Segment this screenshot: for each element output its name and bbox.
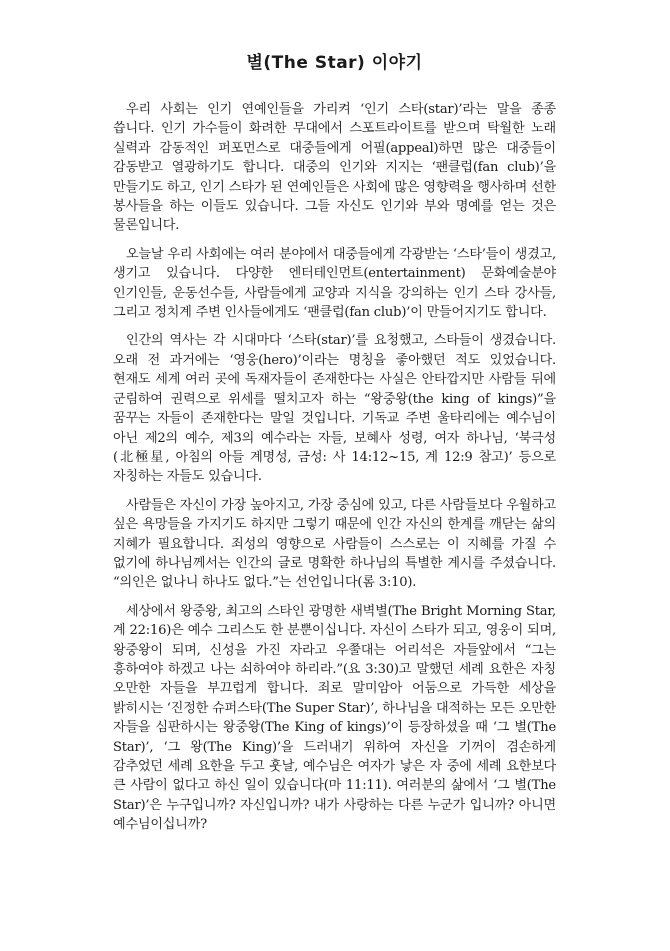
document-page xyxy=(113,52,556,844)
paragraph-1: 우리 사회는 인기 연예인들을 가리켜 ‘인기 스타(star)’라는 말을 종종 씁니다. 인기 가수들이 화려한 무대에서 스포트라이트를 받으며 탁월한 노래 실력과 감동적인 퍼포먼스로 대중들에게 어필(appeal)하면 많은 대중들이 감동받고 열광하기도 합니다. 대중의 인기와 지지는 ‘팬클럽(fan club)’을 만들기도 하고, 인기 스타가 된 연예인들은 사회에 많은 영향력을 행사하며 선한 봉사들을 하는 이들도 있습니다. 그들 자신도 인기와 부와 명예를 얻는 것은 물론입니다. xyxy=(113,102,556,234)
paragraph-3: 인간의 역사는 각 시대마다 ‘스타(star)’를 요청했고, 스타들이 생겼습니다. 오래 전 과거에는 ‘영웅(hero)’이라는 명칭을 좋아했던 적도 있었습니다. 현재도 세계 여러 곳에 독재자들이 존재한다는 사실은 안타깝지만 사람들 뒤에 군림하여 권력으로 위세를 떨치고자 하는 “왕중왕(the king of kings)”을 꿈꾸는 자들이 존재한다는 말일 것입니다. 기독교 주변 울타리에는 예수님이 아닌 제2의 예수, 제3의 예수라는 자들, 보혜사 성령, 여자 하나님, ‘북극성(北極星, 아침의 아들 계명성, 금성: 사 14:12~15, 계 12:9 참고)’ 등으로 자칭하는 자들도 있습니다. xyxy=(113,333,556,485)
paragraph-4: 사람들은 자신이 가장 높아지고, 가장 중심에 있고, 다른 사람들보다 우월하고 싶은 욕망들을 가지기도 하지만 그렇기 때문에 인간 자신의 한계를 깨닫는 삶의 지혜가 필요합니다. 죄성의 영향으로 사람들이 스스로는 이 지혜를 가질 수 없기에 하나님께서는 인간의 글로 명확한 하나님의 특별한 계시를 주셨습니다. “의인은 없나니 하나도 없다.”는 선언입니다(롬 3:10). xyxy=(113,497,556,591)
paragraph-5: 세상에서 왕중왕, 최고의 스타인 광명한 새벽별(The Bright Morning Star, 계 22:16)은 예수 그리스도 한 분뿐이십니다. 자신이 스타가 되고, 영웅이 되며, 왕중왕이 되며, 신성을 가진 자라고 우쭐대는 어리석은 자들앞에서 “그는 흥하여야 하겠고 나는 쇠하여야 하리라.”(요 3:30)고 말했던 세례 요한은 자칭 오만한 자들을 부끄럽게 합니다. 죄로 말미암아 어둠으로 가득한 세상을 밝히시는 ‘진정한 슈퍼스타(The Super Star)’, 하나님을 대적하는 모든 오만한 자들을 심판하시는 왕중왕(The King of kings)’이 등장하셨을 때 ‘그 별(The Star)’, ‘그 왕(The King)’을 드러내기 위하여 자신을 기꺼이 겸손하게 감추었던 세례 요한을 두고 훗날, 예수님은 여자가 낳은 자 중에 세례 요한보다 큰 사람이 없다고 하신 일이 있습니다(마 11:11). 여러분의 삶에서 ‘그 별(The Star)’은 누구입니까? 자신입니까? 내가 사랑하는 다른 누군가 입니까? 아니면 예수님이십니까? xyxy=(113,603,556,833)
paragraph-2: 오늘날 우리 사회에는 여러 분야에서 대중들에게 각광받는 ‘스타’들이 생겼고, 생기고 있습니다. 다양한 엔터테인먼트(entertainment) 문화예술분야 인기인들, 운동선수들, 사람들에게 교양과 지식을 강의하는 인기 스타 강사들, 그리고 정치계 주변 인사들에게도 ‘팬클럽(fan club)’이 만들어지기도 합니다. xyxy=(113,246,556,321)
document-title: 별(The Star) 이야기 xyxy=(246,53,423,73)
